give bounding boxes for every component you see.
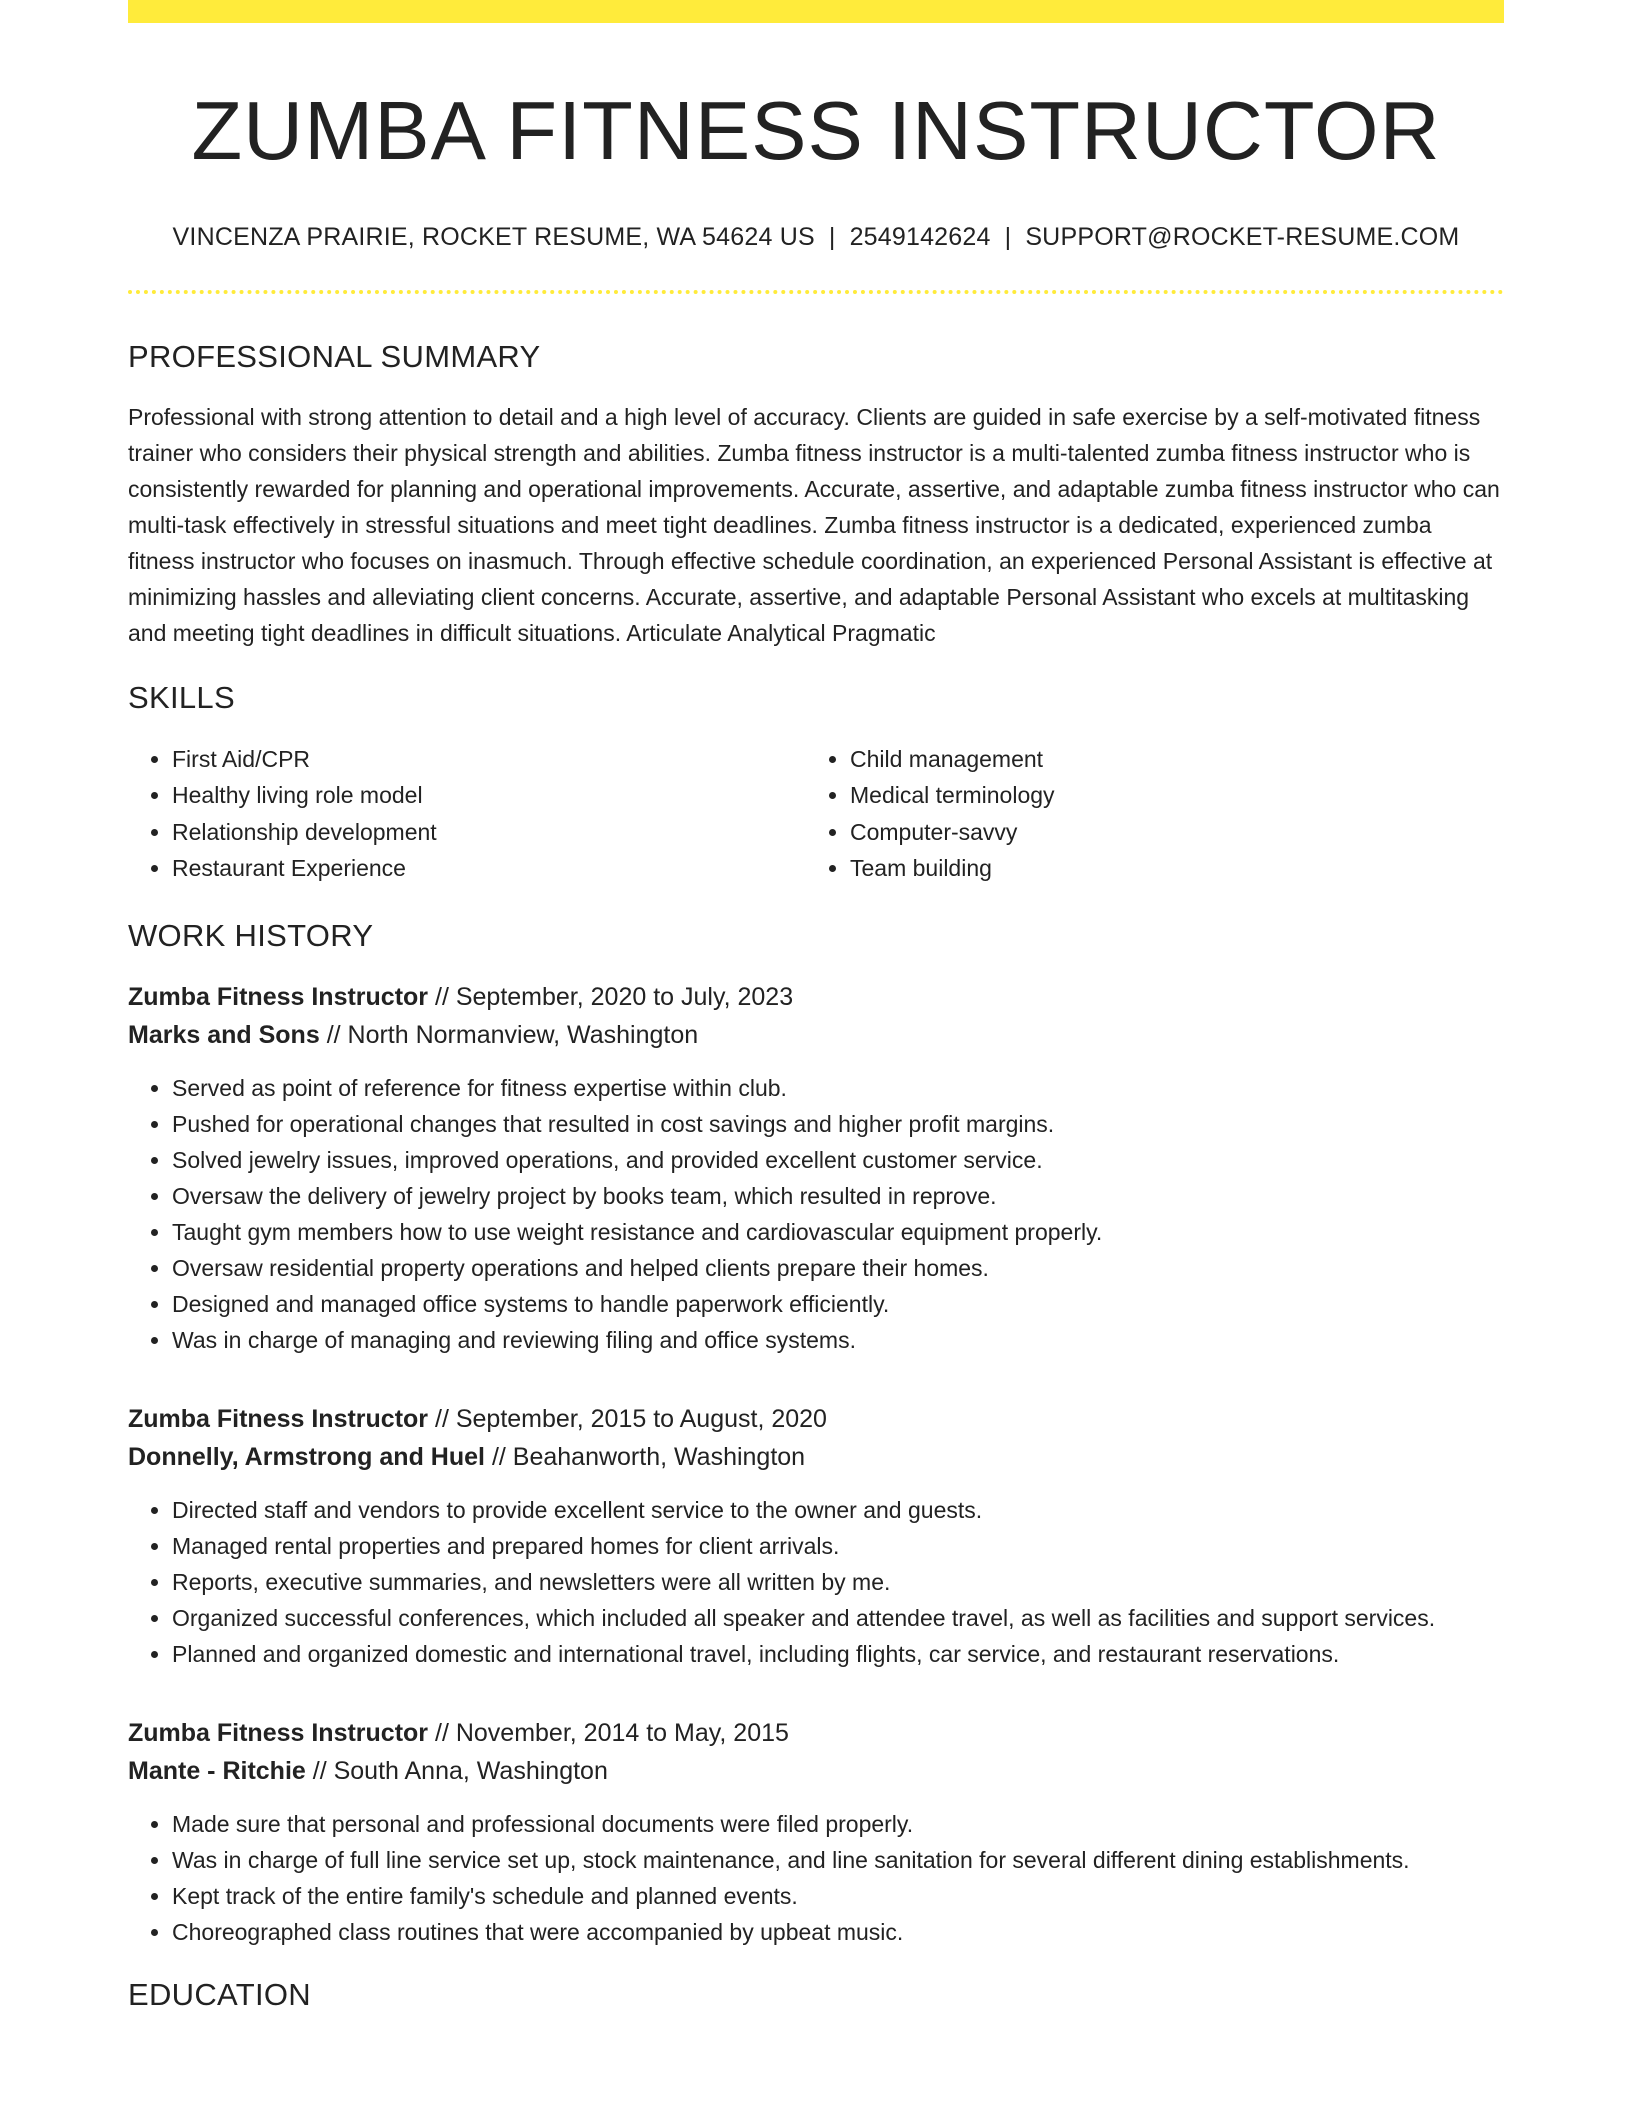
job-dates: // September, 2015 to August, 2020 [435, 1404, 827, 1433]
job-role-line [128, 1714, 1504, 1752]
job-role: Zumba Fitness Instructor [128, 1404, 429, 1433]
skill-item: • Team building [850, 850, 1484, 887]
job-location: // Beahanworth, Washington [491, 1442, 806, 1471]
education-heading: EDUCATION [128, 1976, 311, 2012]
job-location: // South Anna, Washington [312, 1756, 608, 1785]
summary-heading: PROFESSIONAL SUMMARY [128, 339, 541, 375]
duty-item: • Pushed for operational changes that resulted in cost savings and higher profit margins. [172, 1106, 1504, 1142]
skill-item: • Restaurant Experience [172, 850, 806, 887]
accent-top-bar [128, 0, 1504, 23]
contact-separator: | [1004, 223, 1012, 252]
duty-item: • Was in charge of full line service set up, stock maintenance, and line sanitation for several different dining establishments. [172, 1842, 1504, 1878]
job-dates: // November, 2014 to May, 2015 [435, 1718, 789, 1747]
summary-text: Professional with strong attention to detail and a high level of accuracy. Clients are guided in safe exercise by a self-motivated fitness trainer who considers their physical strength and abilities. Zumba fitness instructor is a multi-talented zumba fitness instructor who is consistently rewarded for planning and operational improvements. Accurate, assertive, and adaptable zumba fitness instructor who can multi-task effectively in stressful situations and meet tight deadlines. Zumba fitness instructor is a dedicated, experienced zumba fitness instructor who focuses on inasmuch. Through effective schedule coordination, an experienced Personal Assistant is effective at minimizing hassles and alleviating client concerns. Accurate, assertive, and adaptable Personal Assistant who excels at multitasking and meeting tight deadlines in difficult situations. Articulate Analytical Pragmatic [128, 404, 1500, 647]
job-duties [128, 1492, 1504, 1672]
duty-item: • Kept track of the entire family's schedule and planned events. [172, 1878, 1504, 1914]
duty-item: • Solved jewelry issues, improved operations, and provided excellent customer service. [172, 1142, 1504, 1178]
duty-item: • Reports, executive summaries, and newsletters were all written by me. [172, 1564, 1504, 1600]
contact-email: SUPPORT@ROCKET-RESUME.COM [1025, 223, 1460, 252]
contact-separator: | [828, 223, 836, 252]
job-company-line [128, 1752, 1504, 1790]
duty-item: • Designed and managed office systems to handle paperwork efficiently. [172, 1286, 1504, 1322]
job-duties [128, 1070, 1504, 1358]
job-role: Zumba Fitness Instructor [128, 982, 429, 1011]
duty-item: • Taught gym members how to use weight resistance and cardiovascular equipment properly. [172, 1214, 1504, 1250]
job-duties [128, 1806, 1504, 1950]
job-entry [128, 1714, 1504, 1950]
skills-heading: SKILLS [128, 680, 235, 716]
skills-column-left [128, 741, 806, 887]
work-history-heading: WORK HISTORY [128, 917, 374, 953]
job-role-line [128, 1400, 1504, 1438]
job-company: Marks and Sons [128, 1020, 320, 1049]
job-location: // North Normanview, Washington [326, 1020, 699, 1049]
job-role: Zumba Fitness Instructor [128, 1718, 429, 1747]
duty-item: • Managed rental properties and prepared homes for client arrivals. [172, 1528, 1504, 1564]
contact-address: VINCENZA PRAIRIE, ROCKET RESUME, WA 54624 US [172, 223, 815, 252]
dotted-divider [128, 290, 1504, 294]
job-company-line [128, 1438, 1504, 1476]
contact-phone: 2549142624 [849, 223, 991, 252]
duty-item: • Served as point of reference for fitness expertise within club. [172, 1070, 1504, 1106]
skill-item: • Child management [850, 741, 1484, 778]
job-entry [128, 978, 1504, 1358]
job-company: Mante - Ritchie [128, 1756, 306, 1785]
duty-item: • Made sure that personal and professional documents were filed properly. [172, 1806, 1504, 1842]
skill-item: • First Aid/CPR [172, 741, 806, 778]
job-dates: // September, 2020 to July, 2023 [435, 982, 794, 1011]
skill-item: • Healthy living role model [172, 777, 806, 814]
duty-item: • Organized successful conferences, which included all speaker and attendee travel, as well as facilities and support services. [172, 1600, 1504, 1636]
skill-item: • Medical terminology [850, 777, 1484, 814]
resume-page [128, 0, 1504, 2112]
skills-list [128, 741, 1504, 887]
duty-item: • Was in charge of managing and reviewing filing and office systems. [172, 1322, 1504, 1358]
duty-item: • Oversaw the delivery of jewelry project by books team, which resulted in reprove. [172, 1178, 1504, 1214]
duty-item: • Directed staff and vendors to provide excellent service to the owner and guests. [172, 1492, 1504, 1528]
duty-item: • Planned and organized domestic and international travel, including flights, car service, and restaurant reservations. [172, 1636, 1504, 1672]
skill-item: • Relationship development [172, 814, 806, 851]
skills-column-right [806, 741, 1484, 887]
skill-item: • Computer-savvy [850, 814, 1484, 851]
contact-line [128, 222, 1504, 252]
job-company-line [128, 1016, 1504, 1054]
job-entry [128, 1400, 1504, 1672]
resume-title: ZUMBA FITNESS INSTRUCTOR [191, 84, 1441, 177]
job-company: Donnelly, Armstrong and Huel [128, 1442, 485, 1471]
job-role-line [128, 978, 1504, 1016]
duty-item: • Choreographed class routines that were accompanied by upbeat music. [172, 1914, 1504, 1950]
duty-item: • Oversaw residential property operations and helped clients prepare their homes. [172, 1250, 1504, 1286]
